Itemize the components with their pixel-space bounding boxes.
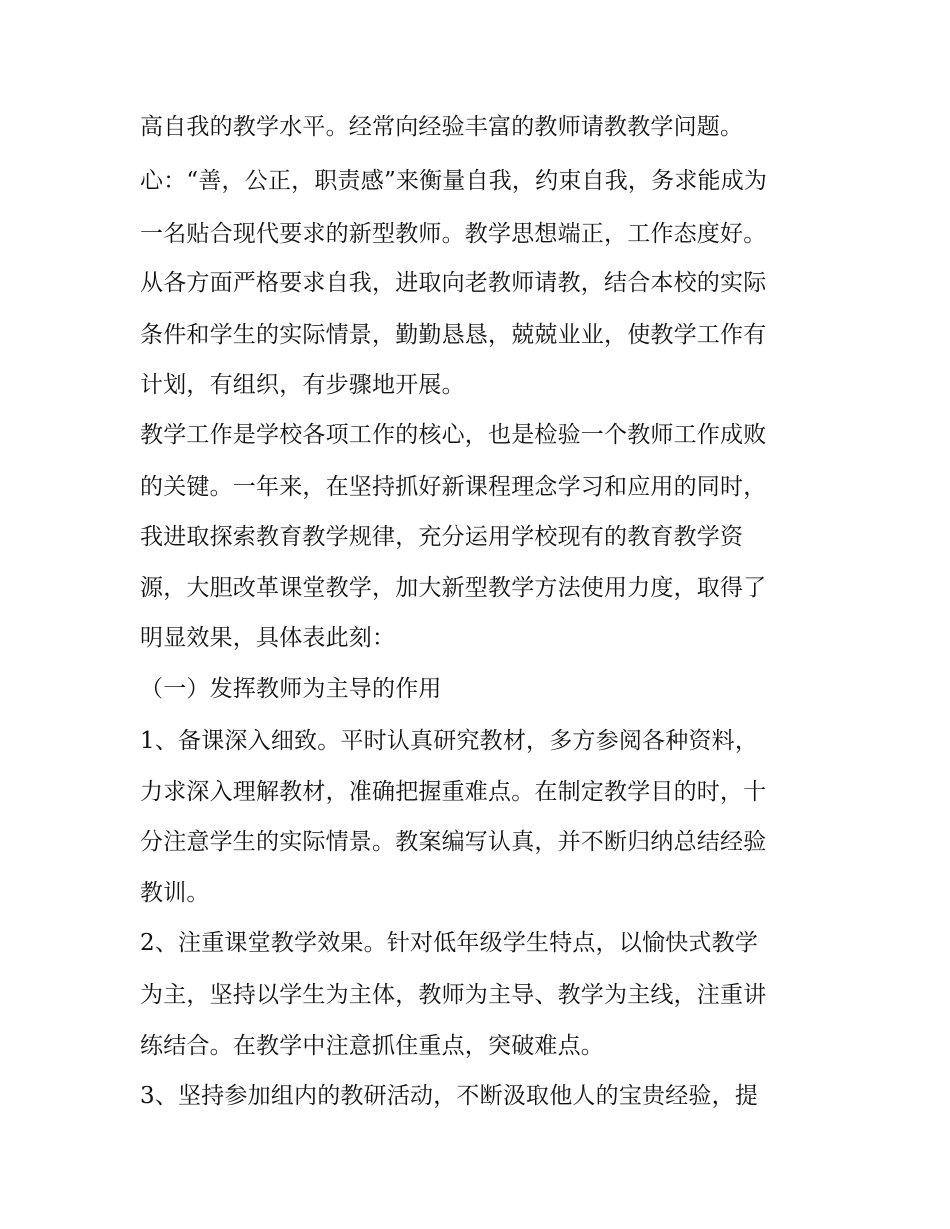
- text-line: 我进取探索教育教学规律，充分运用学校现有的教育教学资: [140, 524, 744, 550]
- text-line: 教训。: [140, 880, 210, 906]
- text-line: 条件和学生的实际情景，勤勤恳恳，兢兢业业，使教学工作有: [140, 322, 767, 348]
- text-line: 为主，坚持以学生为主体，教师为主导、教学为主线，注重讲: [140, 982, 767, 1008]
- text-line: 高自我的教学水平。经常向经验丰富的教师请教教学问题。: [140, 114, 744, 140]
- text-line: 的关键。一年来，在坚持抓好新课程理念学习和应用的同时，: [140, 474, 767, 500]
- text-line: 一名贴合现代要求的新型教师。教学思想端正，工作态度好。: [140, 221, 767, 247]
- text-line: 心：“善，公正，职责感”来衡量自我，约束自我，务求能成为: [140, 168, 768, 194]
- text-line: 计划，有组织，有步骤地开展。: [140, 372, 465, 398]
- text-line: 分注意学生的实际情景。教案编写认真，并不断归纳总结经验: [140, 829, 767, 855]
- text-line: 源，大胆改革课堂教学，加大新型教学方法使用力度，取得了: [140, 575, 767, 601]
- text-line: 明显效果，具体表此刻：: [140, 625, 396, 651]
- section-heading: （一）发挥教师为主导的作用: [140, 676, 442, 702]
- text-line: 力求深入理解教材，准确把握重难点。在制定教学目的时，十: [140, 779, 767, 805]
- text-line: 1、备课深入细致。平时认真研究教材，多方参阅各种资料，: [140, 728, 759, 754]
- text-line: 2、注重课堂教学效果。针对低年级学生特点，以愉快式教学: [140, 930, 759, 956]
- text-line: 练结合。在教学中注意抓住重点，突破难点。: [140, 1033, 604, 1059]
- text-line: 从各方面严格要求自我，进取向老教师请教，结合本校的实际: [140, 270, 767, 296]
- text-line: 教学工作是学校各项工作的核心，也是检验一个教师工作成败: [140, 422, 767, 448]
- text-line: 3、坚持参加组内的教研活动，不断汲取他人的宝贵经验，提: [140, 1083, 759, 1109]
